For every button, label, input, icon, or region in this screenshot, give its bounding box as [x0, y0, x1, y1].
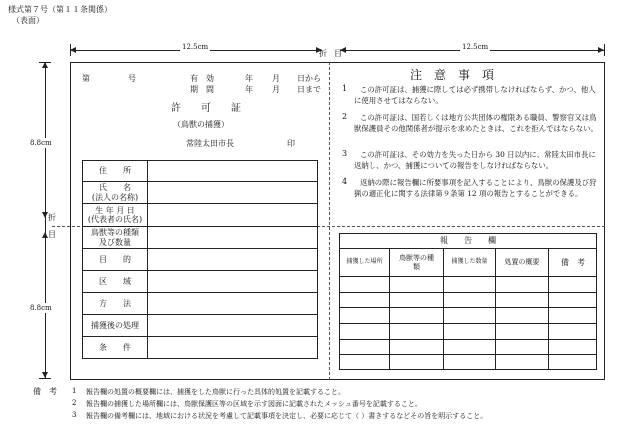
vertical-fold-line — [329, 62, 330, 380]
note-number: 3 — [342, 149, 348, 158]
report-col-disposal: 処置の概要 — [504, 258, 540, 267]
day-from-label: 日から — [297, 74, 321, 83]
note-text: この許可証は、国若しくは地方公共団体の権限ある職員、警察官又は鳥獣保護員その他関係者が提示を求めたときは、これを拒んではならない。 — [354, 113, 598, 133]
row-label-address: 住 所 — [99, 166, 131, 176]
form-number: 様式第７号（第１１条関係） — [8, 5, 112, 14]
arrow-right-icon — [598, 47, 604, 53]
fold-side-top: 折 — [48, 213, 56, 222]
row-label-conditions: 条 件 — [99, 343, 131, 353]
width-right-label: 12.5cm — [462, 43, 489, 51]
year-label: 年 — [245, 85, 253, 94]
row-label-name: 氏 名 (法人の名称) — [91, 183, 139, 202]
fold-side-bottom: 目 — [48, 230, 56, 239]
day-until-label: 日まで — [297, 85, 321, 94]
remark-text: 報告欄の処置の概要欄には、捕獲をした鳥獣に行った具体的処置を記載すること。 — [86, 388, 345, 396]
remark-text: 報告欄の備考欄には、地域における状況を考慮して記載事項を決定し、必要に応じて（ ）書きするなどその旨を明示すること。 — [86, 412, 488, 420]
note-number: 2 — [342, 112, 348, 121]
row-label-method: 方 法 — [99, 298, 131, 308]
number-label-2: 号 — [128, 74, 136, 83]
note-text: この許可証は、その効力を失った日から 30 日以内に、常陸太田市長に返納し、かつ、捕獲についての報告をしなければならない。 — [354, 150, 596, 170]
row-label-purpose: 目 的 — [99, 254, 131, 264]
period-label: 期 間 — [190, 85, 214, 94]
report-title: 報 告 欄 — [440, 236, 496, 246]
remark-number: 1 — [72, 387, 77, 395]
note-text: 返納の際に報告欄に所要事項を記入することにより、鳥獣の保護及び狩猟の適正化に関する法律第９条第 12 項の報告とすることができる。 — [354, 178, 597, 198]
arrow-left-icon — [70, 47, 76, 53]
report-col-remarks: 備 考 — [561, 257, 585, 267]
row-label-disposal: 捕獲後の処理 — [91, 320, 139, 330]
report-col-species: 鳥獣等の種 類 — [399, 254, 434, 271]
height-bottom-label: 8.8cm — [30, 304, 52, 312]
year-label: 年 — [245, 74, 253, 83]
side-label: （表面） — [12, 16, 44, 25]
note-text: この許可証は、捕獲に際しては必ず携帯しなければならず、かつ、他人に使用させてはならない。 — [354, 85, 596, 105]
note-number: 1 — [342, 84, 348, 93]
number-label-1: 第 — [82, 74, 90, 83]
arrow-up-icon — [42, 62, 48, 68]
notes-title: 注 意 事 項 — [410, 68, 495, 82]
remark-text: 報告欄の捕獲した場所欄には、鳥獣保護区等の区域を示す図面に記載されたメッシュ番号を記載すること。 — [86, 400, 422, 408]
remark-number: 2 — [72, 399, 77, 407]
month-label: 月 — [272, 74, 280, 83]
row-label-area: 区 域 — [99, 276, 131, 286]
width-left-label: 12.5cm — [182, 43, 209, 51]
note-number: 4 — [342, 177, 348, 186]
row-label-species: 鳥獣等の種類 及び数量 — [91, 228, 139, 247]
seal-mark: 印 — [287, 139, 295, 148]
validity-label: 有 効 — [190, 74, 214, 83]
fold-top-left: 折 — [319, 49, 327, 58]
permit-title: 許 可 証 — [171, 103, 241, 114]
height-top-label: 8.8cm — [30, 139, 52, 147]
permit-subtitle: （鳥獣の捕獲） — [173, 120, 229, 129]
arrow-down-icon — [42, 372, 48, 378]
month-label: 月 — [272, 85, 280, 94]
issuer: 常陸太田市長 — [186, 139, 234, 148]
remarks-label: 備 考 — [33, 387, 57, 396]
remark-number: 3 — [72, 411, 77, 419]
fold-top-right: 目 — [334, 49, 342, 58]
row-label-birthdate: 生 年 月 日 (代表者の氏名) — [87, 205, 143, 224]
report-col-location: 捕獲した場所 — [346, 258, 383, 266]
report-col-quantity: 捕獲した数量 — [451, 258, 488, 266]
